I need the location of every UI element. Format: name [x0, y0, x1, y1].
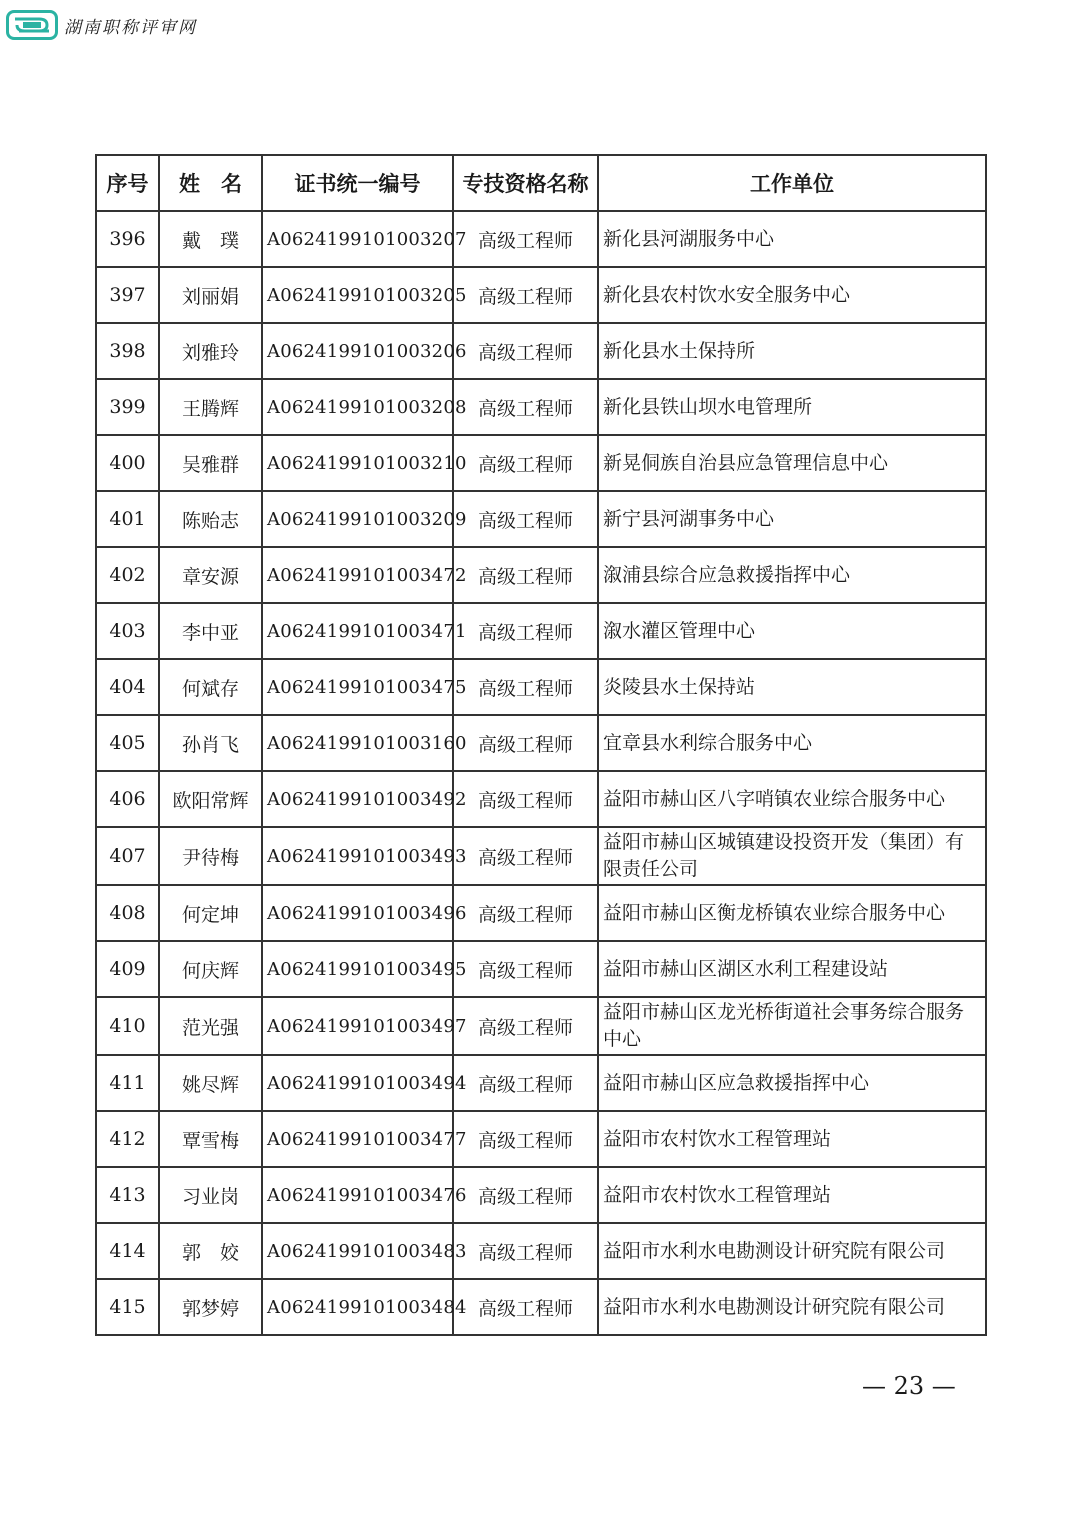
cell-qual: 高级工程师	[453, 1223, 598, 1279]
qualification-roster-table	[95, 154, 987, 1336]
cell-qual: 高级工程师	[453, 659, 598, 715]
cell-name: 戴 璞	[159, 211, 262, 267]
table-row	[96, 547, 986, 603]
cell-qual: 高级工程师	[453, 827, 598, 885]
cell-cert: A0624199101003484	[262, 1279, 453, 1335]
table-row	[96, 435, 986, 491]
cell-unit: 新化县铁山坝水电管理所	[598, 379, 986, 435]
cell-cert: A0624199101003483	[262, 1223, 453, 1279]
cell-name: 吴雅群	[159, 435, 262, 491]
header-seq: 序号	[96, 155, 159, 211]
table-row	[96, 997, 986, 1055]
cell-unit: 宜章县水利综合服务中心	[598, 715, 986, 771]
cell-seq: 396	[96, 211, 159, 267]
cell-cert: A0624199101003475	[262, 659, 453, 715]
cell-seq: 398	[96, 323, 159, 379]
cell-unit: 新化县河湖服务中心	[598, 211, 986, 267]
cell-cert: A0624199101003471	[262, 603, 453, 659]
cell-cert: A0624199101003205	[262, 267, 453, 323]
cell-qual: 高级工程师	[453, 267, 598, 323]
cell-unit: 新宁县河湖事务中心	[598, 491, 986, 547]
cell-unit: 益阳市赫山区八字哨镇农业综合服务中心	[598, 771, 986, 827]
cell-cert: A0624199101003207	[262, 211, 453, 267]
cell-seq: 414	[96, 1223, 159, 1279]
cell-seq: 402	[96, 547, 159, 603]
cell-seq: 408	[96, 885, 159, 941]
cell-name: 覃雪梅	[159, 1111, 262, 1167]
cell-unit: 新化县水土保持所	[598, 323, 986, 379]
cell-cert: A0624199101003493	[262, 827, 453, 885]
table-row	[96, 827, 986, 885]
cell-name: 孙肖飞	[159, 715, 262, 771]
site-watermark	[6, 8, 197, 42]
cell-name: 郭 姣	[159, 1223, 262, 1279]
cell-name: 习业岗	[159, 1167, 262, 1223]
cell-name: 刘雅玲	[159, 323, 262, 379]
table-row	[96, 941, 986, 997]
table-row	[96, 491, 986, 547]
cell-qual: 高级工程师	[453, 603, 598, 659]
cell-name: 何庆辉	[159, 941, 262, 997]
hunan-zhicheng-logo-icon	[6, 10, 58, 40]
cell-qual: 高级工程师	[453, 1055, 598, 1111]
table-row	[96, 211, 986, 267]
table-row	[96, 771, 986, 827]
table-row	[96, 603, 986, 659]
watermark-text: 湖南职称评审网	[64, 17, 197, 38]
cell-cert: A0624199101003160	[262, 715, 453, 771]
table-row	[96, 379, 986, 435]
cell-unit: 炎陵县水土保持站	[598, 659, 986, 715]
cell-cert: A0624199101003206	[262, 323, 453, 379]
cell-cert: A0624199101003209	[262, 491, 453, 547]
table-row	[96, 323, 986, 379]
cell-cert: A0624199101003476	[262, 1167, 453, 1223]
cell-qual: 高级工程师	[453, 1111, 598, 1167]
header-unit: 工作单位	[598, 155, 986, 211]
cell-unit: 新化县农村饮水安全服务中心	[598, 267, 986, 323]
cell-qual: 高级工程师	[453, 715, 598, 771]
cell-seq: 407	[96, 827, 159, 885]
cell-name: 尹待梅	[159, 827, 262, 885]
cell-qual: 高级工程师	[453, 491, 598, 547]
cell-qual: 高级工程师	[453, 547, 598, 603]
cell-cert: A0624199101003477	[262, 1111, 453, 1167]
cell-seq: 410	[96, 997, 159, 1055]
cell-seq: 397	[96, 267, 159, 323]
table-header-row	[96, 155, 986, 211]
cell-seq: 413	[96, 1167, 159, 1223]
cell-cert: A0624199101003472	[262, 547, 453, 603]
table-row	[96, 1223, 986, 1279]
cell-qual: 高级工程师	[453, 1167, 598, 1223]
cell-qual: 高级工程师	[453, 997, 598, 1055]
cell-seq: 411	[96, 1055, 159, 1111]
table-row	[96, 1111, 986, 1167]
cell-cert: A0624199101003496	[262, 885, 453, 941]
header-qual: 专技资格名称	[453, 155, 598, 211]
table-row	[96, 885, 986, 941]
cell-seq: 415	[96, 1279, 159, 1335]
table-row	[96, 267, 986, 323]
cell-cert: A0624199101003495	[262, 941, 453, 997]
cell-seq: 401	[96, 491, 159, 547]
cell-cert: A0624199101003494	[262, 1055, 453, 1111]
cell-seq: 400	[96, 435, 159, 491]
cell-name: 欧阳常辉	[159, 771, 262, 827]
cell-name: 姚尽辉	[159, 1055, 262, 1111]
cell-cert: A0624199101003492	[262, 771, 453, 827]
cell-unit: 益阳市农村饮水工程管理站	[598, 1167, 986, 1223]
cell-unit: 益阳市水利水电勘测设计研究院有限公司	[598, 1279, 986, 1335]
cell-unit: 溆浦县综合应急救援指挥中心	[598, 547, 986, 603]
table-row	[96, 1279, 986, 1335]
page-number: — 23 —	[862, 1372, 956, 1400]
cell-unit: 溆水灌区管理中心	[598, 603, 986, 659]
cell-unit: 益阳市赫山区龙光桥街道社会事务综合服务中心	[598, 997, 986, 1055]
cell-seq: 403	[96, 603, 159, 659]
cell-seq: 404	[96, 659, 159, 715]
cell-seq: 409	[96, 941, 159, 997]
cell-unit: 益阳市赫山区城镇建设投资开发（集团）有限责任公司	[598, 827, 986, 885]
cell-qual: 高级工程师	[453, 1279, 598, 1335]
cell-name: 刘丽娟	[159, 267, 262, 323]
cell-seq: 399	[96, 379, 159, 435]
cell-qual: 高级工程师	[453, 379, 598, 435]
header-name: 姓 名	[159, 155, 262, 211]
cell-unit: 益阳市赫山区湖区水利工程建设站	[598, 941, 986, 997]
cell-name: 何定坤	[159, 885, 262, 941]
cell-cert: A0624199101003208	[262, 379, 453, 435]
cell-qual: 高级工程师	[453, 211, 598, 267]
cell-name: 郭梦婷	[159, 1279, 262, 1335]
table-row	[96, 1055, 986, 1111]
cell-seq: 406	[96, 771, 159, 827]
table-row	[96, 659, 986, 715]
cell-unit: 益阳市农村饮水工程管理站	[598, 1111, 986, 1167]
cell-cert: A0624199101003497	[262, 997, 453, 1055]
cell-name: 李中亚	[159, 603, 262, 659]
cell-qual: 高级工程师	[453, 435, 598, 491]
cell-seq: 412	[96, 1111, 159, 1167]
cell-name: 王腾辉	[159, 379, 262, 435]
cell-qual: 高级工程师	[453, 941, 598, 997]
cell-qual: 高级工程师	[453, 323, 598, 379]
cell-unit: 益阳市水利水电勘测设计研究院有限公司	[598, 1223, 986, 1279]
header-cert: 证书统一编号	[262, 155, 453, 211]
cell-qual: 高级工程师	[453, 885, 598, 941]
table-row	[96, 715, 986, 771]
cell-unit: 益阳市赫山区衡龙桥镇农业综合服务中心	[598, 885, 986, 941]
cell-unit: 益阳市赫山区应急救援指挥中心	[598, 1055, 986, 1111]
cell-unit: 新晃侗族自治县应急管理信息中心	[598, 435, 986, 491]
cell-cert: A0624199101003210	[262, 435, 453, 491]
cell-seq: 405	[96, 715, 159, 771]
cell-qual: 高级工程师	[453, 771, 598, 827]
cell-name: 何斌存	[159, 659, 262, 715]
cell-name: 范光强	[159, 997, 262, 1055]
table-row	[96, 1167, 986, 1223]
cell-name: 章安源	[159, 547, 262, 603]
cell-name: 陈贻志	[159, 491, 262, 547]
table-body	[96, 211, 986, 1335]
